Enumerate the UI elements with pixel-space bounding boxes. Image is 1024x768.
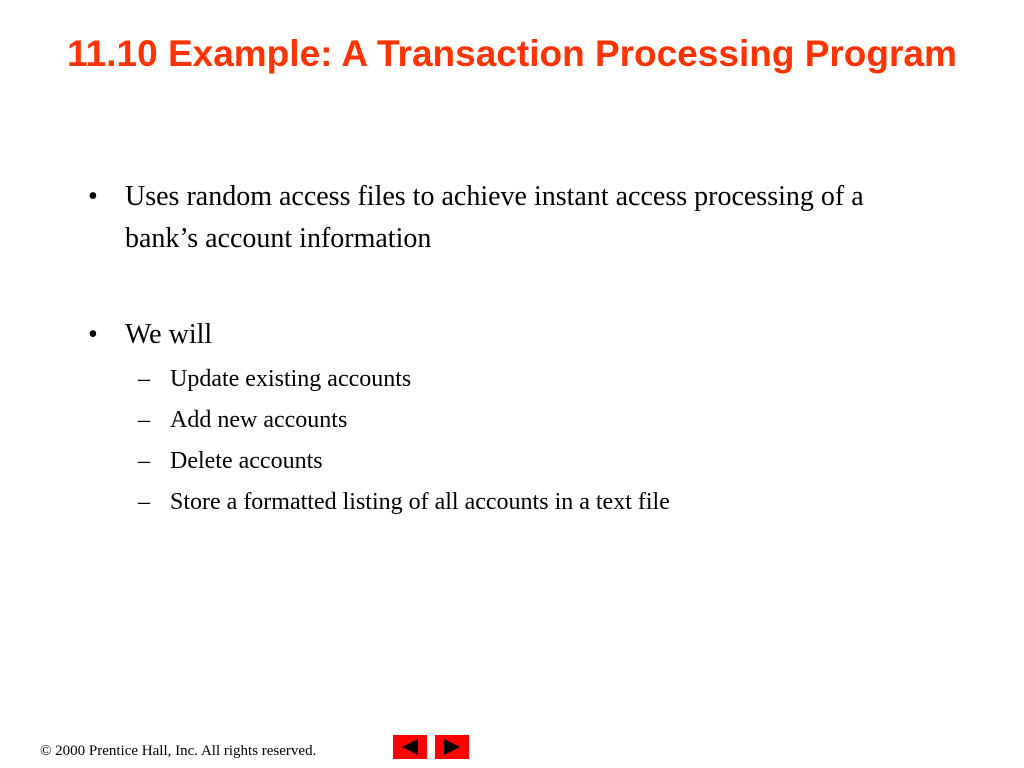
bullet-text: Uses random access files to achieve instant access processing of a bank’s account information bbox=[125, 181, 864, 254]
sub-bullet-item bbox=[0, 400, 1024, 441]
triangle-right-icon bbox=[444, 739, 460, 755]
bullet-marker: • bbox=[88, 319, 98, 350]
sub-bullet-marker: – bbox=[138, 366, 150, 392]
sub-bullet-text: Update existing accounts bbox=[170, 366, 412, 392]
copyright-footer: © 2000 Prentice Hall, Inc. All rights reserved. bbox=[40, 743, 317, 759]
sub-bullet-text: Store a formatted listing of all accounts in a text file bbox=[170, 489, 670, 515]
sub-bullet-text: Delete accounts bbox=[170, 448, 323, 474]
sub-bullet-item bbox=[0, 441, 1024, 482]
bullet-text: We will bbox=[125, 319, 213, 350]
sub-bullet-item bbox=[0, 359, 1024, 400]
triangle-left-icon bbox=[402, 739, 418, 755]
bullet-marker: • bbox=[88, 181, 98, 212]
sub-bullet-marker: – bbox=[138, 489, 150, 515]
slide-title: 11.10 Example: A Transaction Processing Program bbox=[67, 33, 957, 74]
sub-bullet-item bbox=[0, 482, 1024, 523]
sub-bullet-text: Add new accounts bbox=[170, 407, 348, 433]
sub-bullet-marker: – bbox=[138, 448, 150, 474]
sub-bullet-marker: – bbox=[138, 407, 150, 433]
next-slide-button[interactable] bbox=[435, 735, 469, 759]
previous-slide-button[interactable] bbox=[393, 735, 427, 759]
